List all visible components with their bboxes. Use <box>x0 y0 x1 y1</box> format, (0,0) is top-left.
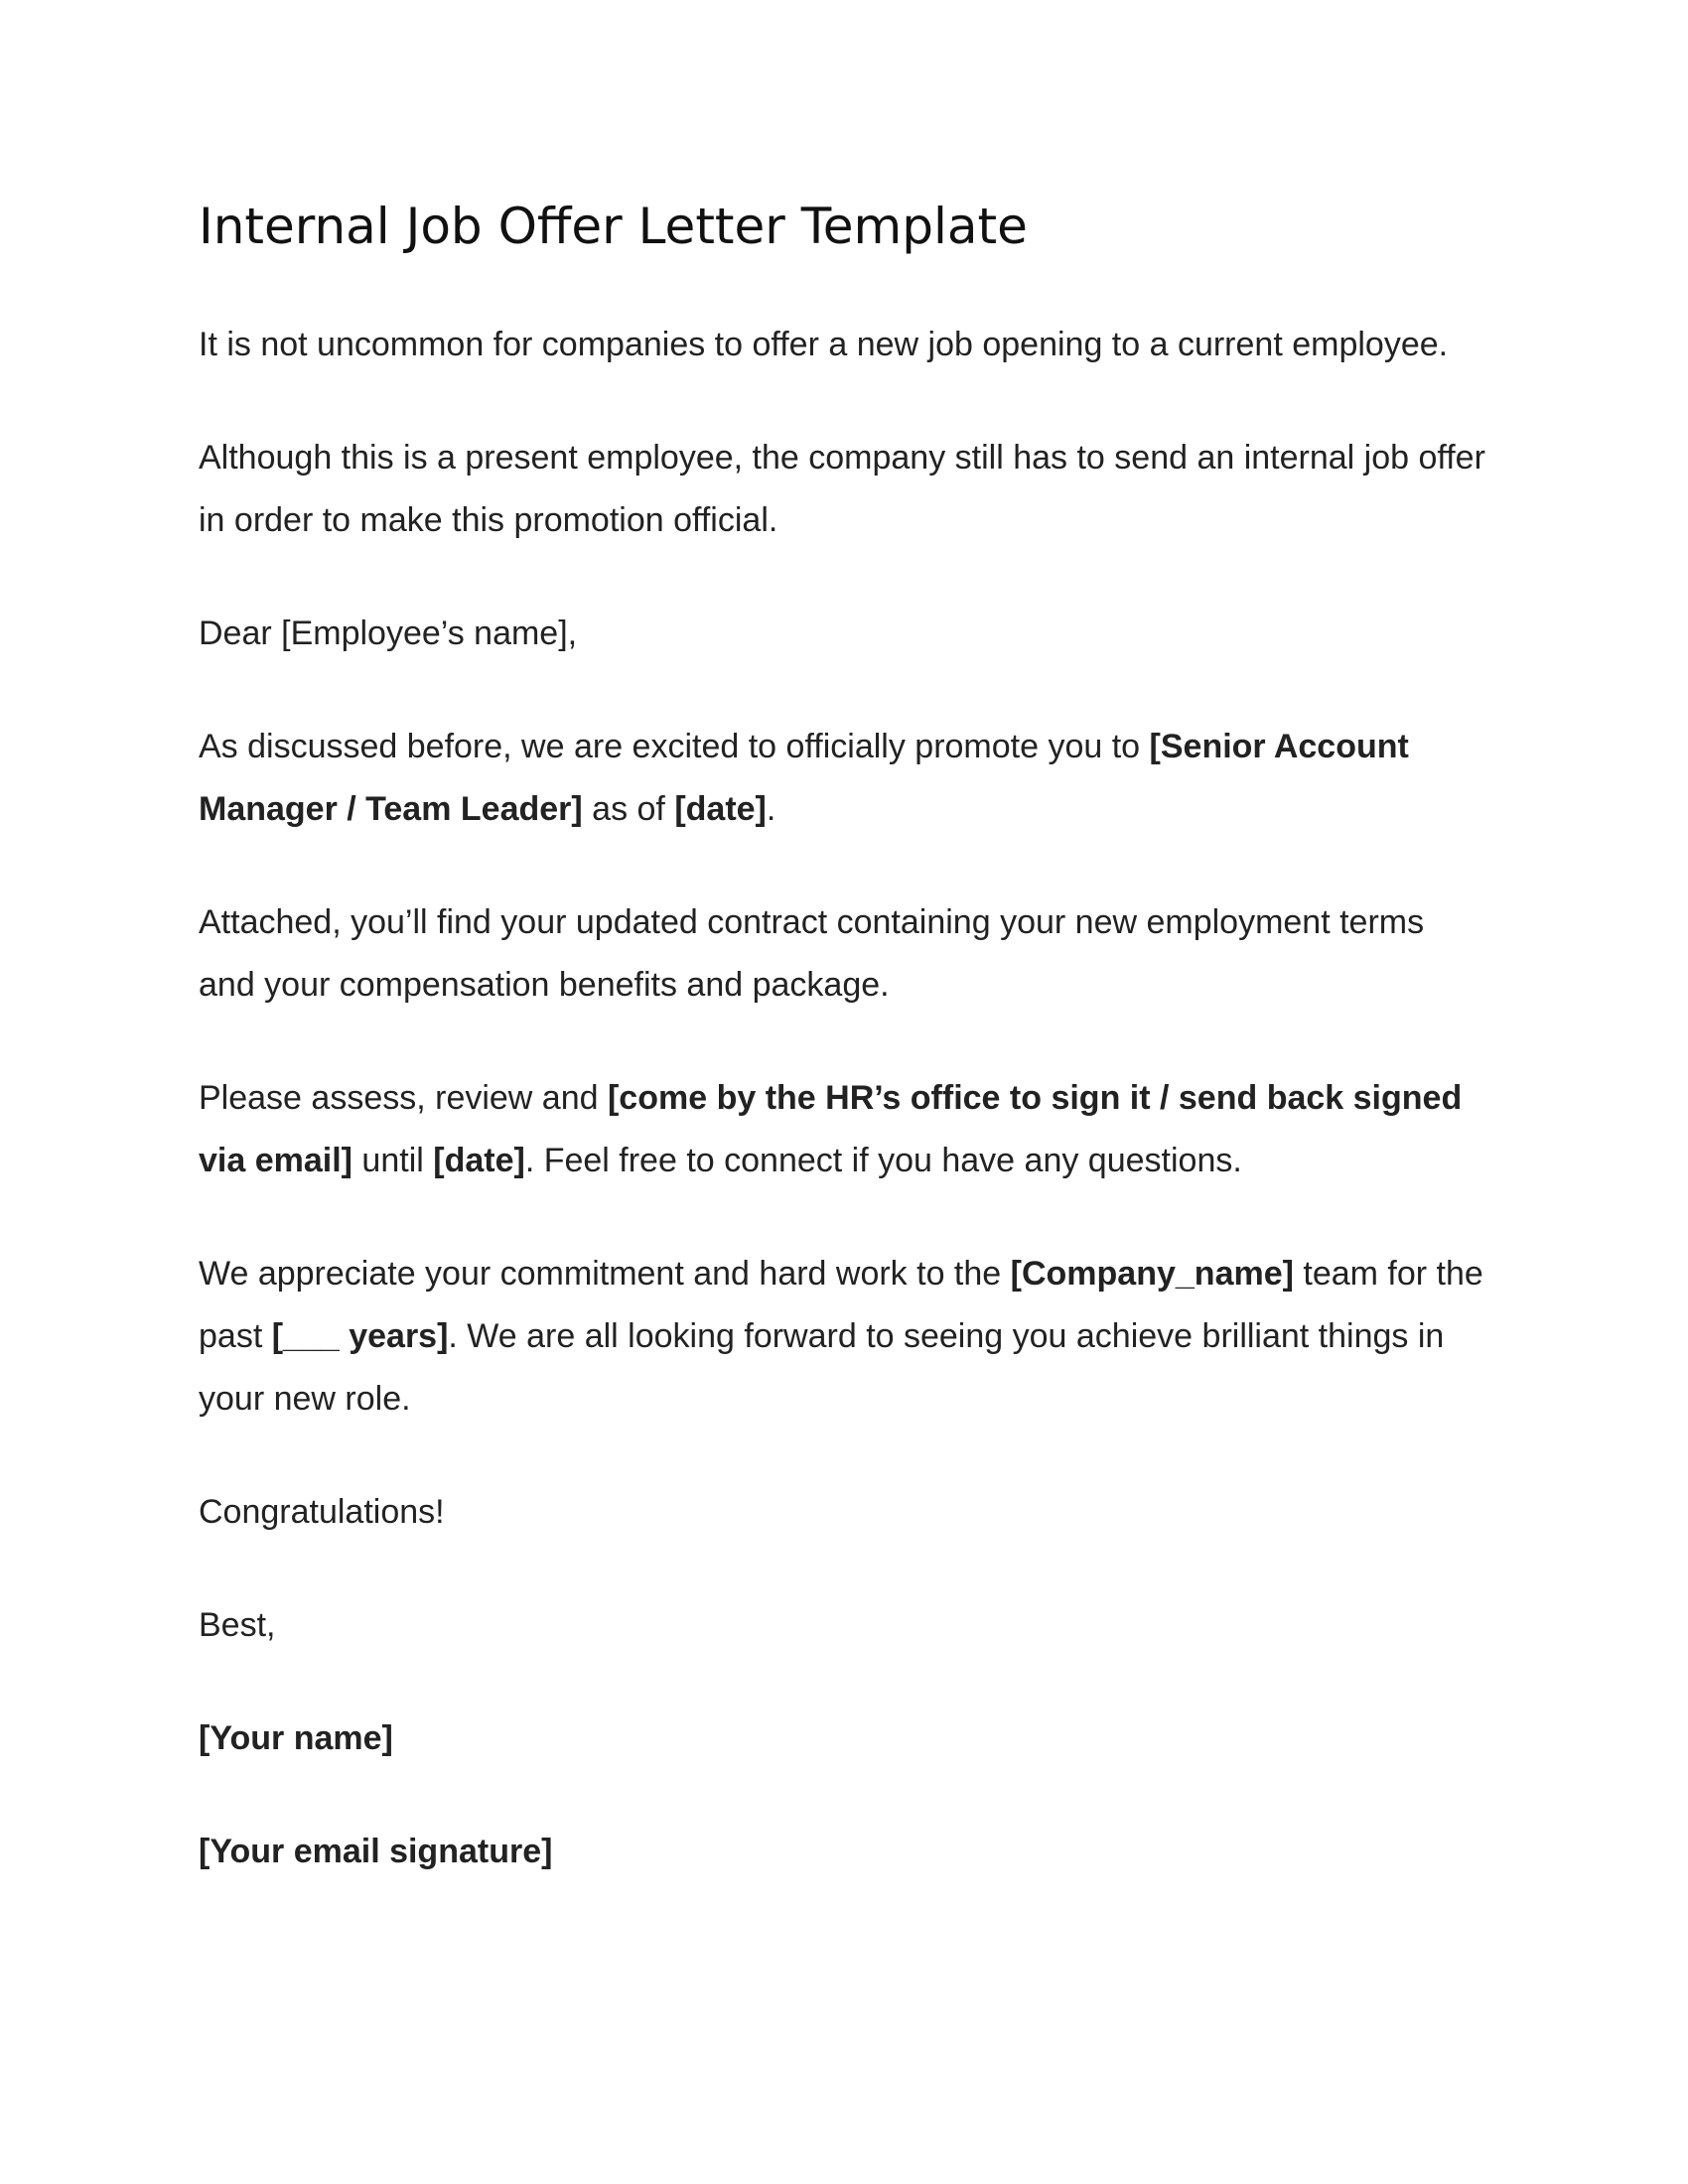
attached-paragraph: Attached, you’ll find your updated contract containing your new employment terms and your compensation benefits and package. <box>199 903 1425 1004</box>
review-method-placeholder: [come by the HR’s office to sign it / send back signed via email] <box>199 1079 1463 1179</box>
your-name-placeholder <box>199 1707 1489 1770</box>
letter-salutation: Dear [Employee’s name], <box>199 614 578 652</box>
years-placeholder: [___ years] <box>271 1317 449 1355</box>
review-text-2: until <box>352 1142 434 1179</box>
review-date-placeholder: [date] <box>433 1142 525 1179</box>
review-paragraph <box>199 1067 1489 1192</box>
review-text-1: Please assess, review and <box>199 1079 608 1117</box>
promotion-paragraph <box>199 716 1489 841</box>
page-title: Internal Job Offer Letter Template <box>199 198 1028 255</box>
email-signature-placeholder <box>199 1821 1489 1883</box>
appreciation-text-2: team for the past <box>199 1255 1483 1355</box>
closing-line: Best, <box>199 1606 276 1644</box>
appreciation-paragraph <box>199 1243 1489 1431</box>
company-name-placeholder: [Company_name] <box>1010 1255 1294 1293</box>
intro-paragraph-1: It is not uncommon for companies to offer a new job opening to a current employee. <box>199 326 1449 363</box>
promotion-text-3: . <box>766 790 776 828</box>
appreciation-text-1: We appreciate your commitment and hard work to the <box>199 1255 1011 1293</box>
promotion-text-1: As discussed before, we are excited to officially promote you to <box>199 728 1150 765</box>
promotion-text-2: as of <box>582 790 675 828</box>
email-signature-text: [Your email signature] <box>199 1833 553 1870</box>
your-name-text: [Your name] <box>199 1719 393 1757</box>
document-body <box>199 191 1489 1934</box>
intro-paragraph-2: Although this is a present employee, the company still has to send an internal job offer in order to make this promotion official. <box>199 439 1485 539</box>
review-text-3: . Feel free to connect if you have any questions. <box>524 1142 1242 1179</box>
appreciation-text-3: . We are all looking forward to seeing you achieve brilliant things in your new role. <box>199 1317 1445 1418</box>
congratulations-line: Congratulations! <box>199 1493 445 1531</box>
promotion-position-placeholder: [Senior Account Manager / Team Leader] <box>199 728 1409 828</box>
promotion-date-placeholder: [date] <box>674 790 767 828</box>
